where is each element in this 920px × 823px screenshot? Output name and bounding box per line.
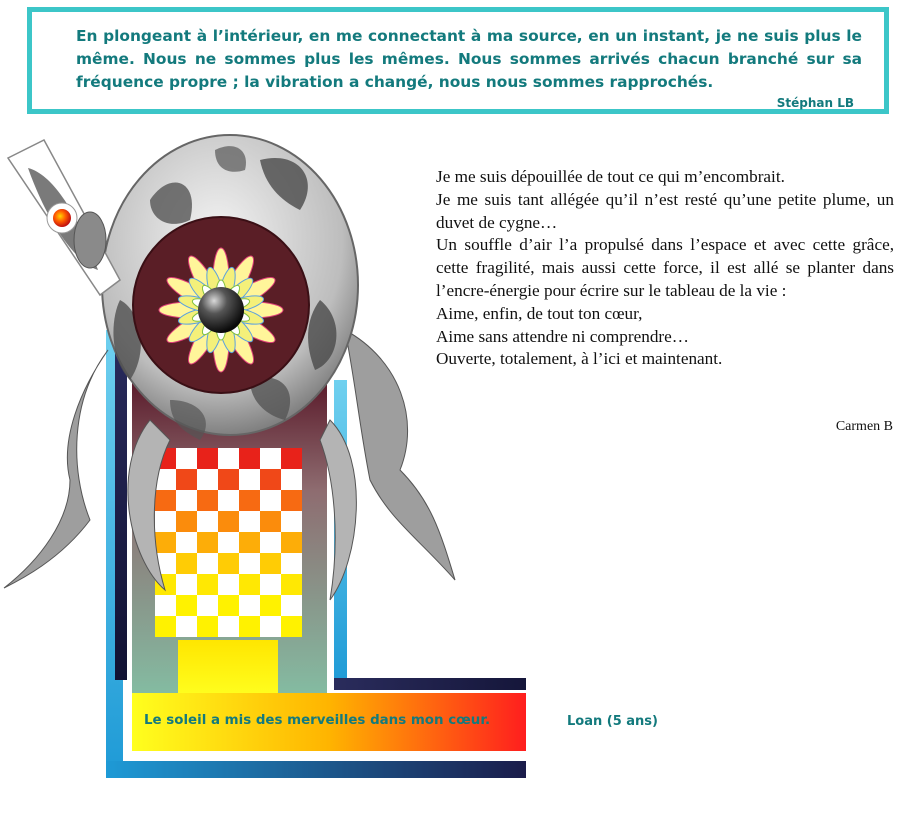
checker-tile bbox=[239, 595, 260, 616]
checker-tile bbox=[239, 532, 260, 553]
checker-tile bbox=[197, 553, 218, 574]
checker-tile bbox=[155, 532, 176, 553]
poem-line: Un souffle d’air l’a propulsé dans l’espace et avec cette grâce, cette fragilité, mais aussi cette force, il est allé se planter dans l’encre-énergie pour écrire sur le tableau de la vie : bbox=[436, 235, 894, 300]
checker-tile bbox=[197, 595, 218, 616]
checker-tile bbox=[218, 532, 239, 553]
poem bbox=[436, 166, 894, 371]
checker-tile bbox=[260, 532, 281, 553]
checker-tile bbox=[281, 616, 302, 637]
checker-tile bbox=[176, 448, 197, 469]
checker-tile bbox=[176, 532, 197, 553]
checker-tile bbox=[176, 574, 197, 595]
checker-tile bbox=[281, 532, 302, 553]
checker-tile bbox=[197, 574, 218, 595]
checker-tile bbox=[176, 553, 197, 574]
poem-line: Aime, enfin, de tout ton cœur, bbox=[436, 303, 643, 323]
checker-tile bbox=[218, 448, 239, 469]
checker-tile bbox=[239, 553, 260, 574]
checker-tile bbox=[260, 553, 281, 574]
checkerboard bbox=[155, 448, 302, 637]
banner-caption: Le soleil a mis des merveilles dans mon cœur. bbox=[144, 713, 491, 728]
yellow-column bbox=[178, 640, 278, 698]
checker-tile bbox=[260, 616, 281, 637]
checker-tile bbox=[197, 616, 218, 637]
checker-tile bbox=[218, 595, 239, 616]
checker-tile bbox=[239, 511, 260, 532]
checker-tile bbox=[197, 511, 218, 532]
checker-tile bbox=[218, 511, 239, 532]
checker-tile bbox=[260, 469, 281, 490]
checker-tile bbox=[281, 469, 302, 490]
checker-tile bbox=[197, 448, 218, 469]
artist-credit: Loan (5 ans) bbox=[567, 714, 658, 729]
checker-tile bbox=[176, 511, 197, 532]
checker-tile bbox=[281, 553, 302, 574]
checker-tile bbox=[197, 490, 218, 511]
checker-tile bbox=[260, 490, 281, 511]
checker-tile bbox=[260, 595, 281, 616]
checker-tile bbox=[176, 490, 197, 511]
black-sphere bbox=[198, 287, 244, 333]
checker-tile bbox=[218, 553, 239, 574]
checker-tile bbox=[218, 616, 239, 637]
quote-author: Stéphan LB bbox=[776, 96, 854, 110]
checker-tile bbox=[176, 595, 197, 616]
checker-tile bbox=[281, 490, 302, 511]
checker-tile bbox=[239, 574, 260, 595]
checker-tile bbox=[197, 532, 218, 553]
checker-tile bbox=[281, 574, 302, 595]
poem-line: Je me suis dépouillée de tout ce qui m’encombrait. bbox=[436, 167, 785, 186]
checker-tile bbox=[260, 574, 281, 595]
checker-tile bbox=[281, 448, 302, 469]
eye-wand bbox=[8, 140, 120, 295]
checker-tile bbox=[218, 490, 239, 511]
checker-tile bbox=[281, 511, 302, 532]
checker-tile bbox=[176, 616, 197, 637]
checker-tile bbox=[281, 595, 302, 616]
checker-tile bbox=[239, 490, 260, 511]
poem-line: Je me suis tant allégée qu’il n’est resté qu’une petite plume, un duvet de cygne… bbox=[436, 189, 894, 232]
checker-tile bbox=[260, 448, 281, 469]
quote-text: En plongeant à l’intérieur, en me connectant à ma source, en un instant, je ne suis plus le même. Nous ne sommes plus les mêmes. Nous sommes arrivés chacun branché sur sa fréquence propre ; la vibration a changé, nous nous sommes rapprochés. bbox=[76, 27, 862, 91]
checker-tile bbox=[197, 469, 218, 490]
checker-tile bbox=[155, 511, 176, 532]
checker-tile bbox=[155, 595, 176, 616]
poem-line: Ouverte, totalement, à l’ici et maintenant. bbox=[436, 349, 723, 369]
poem-author: Carmen B bbox=[835, 419, 893, 434]
poem-line: Aime sans attendre ni comprendre… bbox=[436, 326, 689, 346]
checker-tile bbox=[239, 616, 260, 637]
checker-tile bbox=[155, 616, 176, 637]
checker-tile bbox=[239, 469, 260, 490]
checker-tile bbox=[218, 469, 239, 490]
checker-tile bbox=[260, 511, 281, 532]
checker-tile bbox=[176, 469, 197, 490]
checker-tile bbox=[239, 448, 260, 469]
checker-tile bbox=[155, 490, 176, 511]
checker-tile bbox=[218, 574, 239, 595]
